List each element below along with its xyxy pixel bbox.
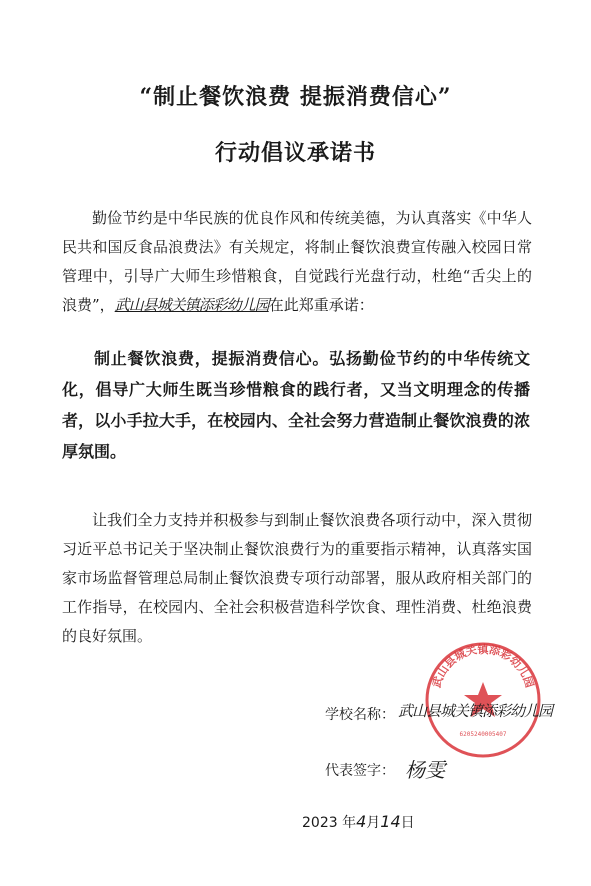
school-name-label: 学校名称： <box>325 707 395 723</box>
paragraph-intro <box>62 204 532 320</box>
date-month: 4 <box>356 812 367 831</box>
paragraph-commitment: 制止餐饮浪费，提振消费信心。弘扬勤俭节约的中华传统文化，倡导广大师生既当珍惜粮食的践行者，又当文明理念的传播者，以小手拉大手，在校园内、全社会努力营造制止餐饮浪费的浓厚氛围。 <box>62 349 530 461</box>
school-name-value: 武山县城关镇添彩幼儿园 <box>398 702 553 720</box>
date-year: 2023 年 <box>302 815 357 831</box>
document-title-sub: 行动倡议承诺书 <box>214 140 376 166</box>
paragraph-intro-suffix: 在此郑重承诺： <box>268 296 374 314</box>
seal-text: 武山县城关镇添彩幼儿园 <box>429 642 537 690</box>
paragraph-action: 让我们全力支持并积极参与到制止餐饮浪费各项行动中，深入贯彻习近平总书记关于坚决制止餐饮浪费行为的重要指示精神，认真落实国家市场监督管理总局制止餐饮浪费专项行动部署，服从政府相关部门的工作指导，在校园内、全社会积极营造科学饮食、理性消费、杜绝浪费的良好氛围。 <box>62 511 532 645</box>
handwritten-school-name: 武山县城关镇添彩幼儿园 <box>114 296 269 314</box>
date-day: 14 <box>380 812 401 831</box>
seal-number: 6205240005407 <box>459 731 507 738</box>
date-month-unit: 月 <box>366 815 381 831</box>
representative-label: 代表签字： <box>325 763 395 779</box>
document-title-main: “制止餐饮浪费 提振消费信心” <box>139 84 452 110</box>
paragraph-intro-text: 勤俭节约是中华民族的优良作风和传统美德，为认真落实《中华人民共和国反食品浪费法》有关规定，将制止餐饮浪费宣传融入校园日常管理中，引导广大师生珍惜粮食，自觉践行光盘行动，杜绝“舌尖上的浪费”， <box>62 209 532 314</box>
representative-signature: 杨雯 <box>405 758 445 782</box>
document-date <box>302 812 415 832</box>
date-day-unit: 日 <box>400 815 415 831</box>
